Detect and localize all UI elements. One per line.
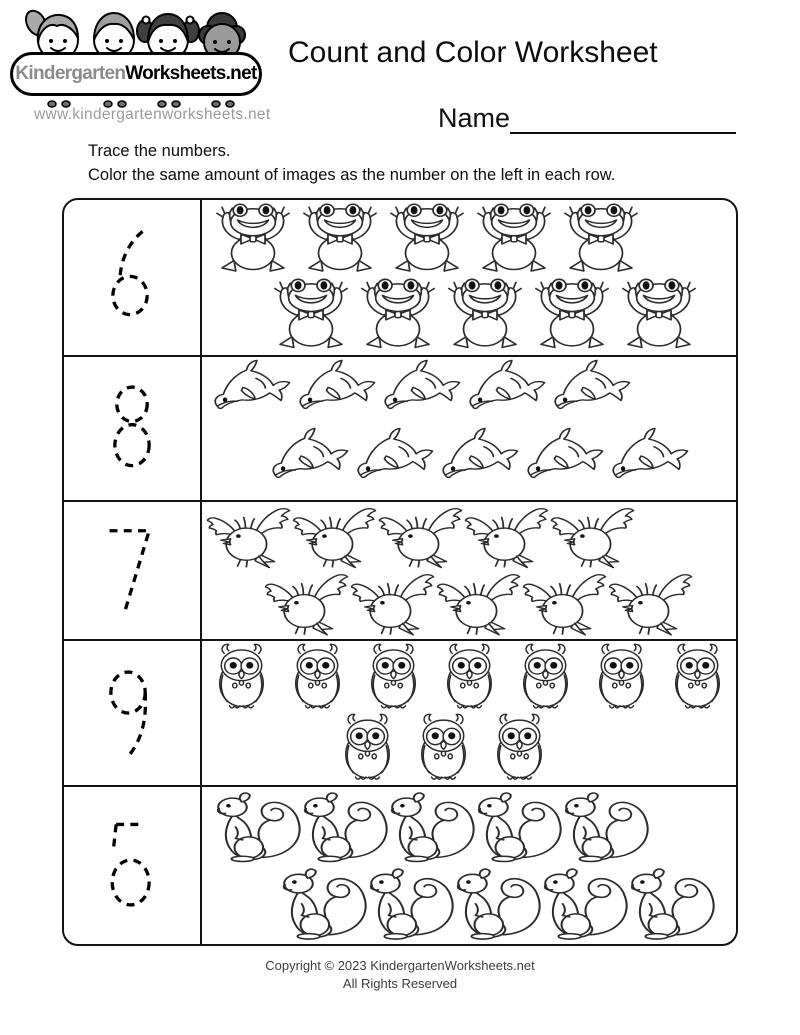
frog-image	[442, 277, 528, 354]
trace-number-cell	[64, 641, 202, 785]
dolphin-image	[292, 359, 378, 428]
animal-images-cell	[202, 502, 736, 640]
instruction-line-2: Color the same amount of images as the number on the left in each row.	[88, 166, 616, 184]
table-row	[64, 357, 736, 502]
bird-image	[291, 504, 379, 571]
footer-copyright: Copyright © 2023 KindergartenWorksheets.net	[265, 958, 535, 973]
owl-image	[584, 643, 659, 713]
animal-line-top	[202, 202, 736, 277]
dolphin-image	[547, 359, 633, 428]
frog-image	[616, 277, 702, 354]
site-url: www.kindergartenworksheets.net	[34, 106, 271, 123]
trace-number-cell	[64, 787, 202, 944]
dolphin-image	[435, 427, 521, 498]
frog-image	[297, 202, 383, 277]
bird-image	[521, 570, 609, 638]
trace-number-cell	[64, 200, 202, 355]
bird-image	[263, 570, 351, 638]
dashed-number-8	[99, 369, 165, 487]
animal-images-cell	[202, 200, 736, 355]
dolphin-image	[265, 427, 351, 498]
trace-number-cell	[64, 357, 202, 500]
trace-number-cell	[64, 502, 202, 640]
dolphin-image	[377, 359, 463, 428]
owl-image	[280, 643, 355, 713]
bird-image	[205, 504, 293, 571]
worksheet-table	[62, 198, 738, 946]
frog-image	[355, 277, 441, 354]
bird-image	[463, 504, 551, 571]
dolphin-image	[207, 359, 293, 428]
owl-image	[432, 643, 507, 713]
animal-line-bottom	[202, 427, 736, 498]
site-logo	[8, 6, 270, 112]
animal-line-top	[202, 359, 736, 428]
owl-image	[482, 713, 557, 784]
frog-image	[384, 202, 470, 277]
owl-image	[330, 713, 405, 784]
bird-image	[435, 570, 523, 638]
animal-line-bottom	[202, 865, 736, 943]
dashed-number-5	[99, 807, 165, 925]
animal-line-top	[202, 504, 736, 571]
animal-images-cell	[202, 641, 736, 785]
dolphin-image	[605, 427, 691, 498]
animal-line-top	[202, 643, 736, 713]
frog-image	[558, 202, 644, 277]
frog-image	[471, 202, 557, 277]
logo-site-name-part1: Kindergarten	[15, 63, 126, 84]
squirrel-image	[556, 789, 658, 865]
name-blank-underline	[510, 100, 736, 134]
instruction-line-1: Trace the numbers.	[88, 142, 231, 160]
animal-line-bottom	[202, 277, 736, 354]
dolphin-image	[462, 359, 548, 428]
bird-image	[549, 504, 637, 571]
table-row	[64, 502, 736, 642]
page-title: Count and Color Worksheet	[288, 36, 658, 69]
frog-image	[210, 202, 296, 277]
animal-images-cell	[202, 787, 736, 944]
table-row	[64, 787, 736, 944]
dashed-number-6	[99, 218, 165, 336]
bird-image	[349, 570, 437, 638]
owl-image	[356, 643, 431, 713]
owl-image	[406, 713, 481, 784]
table-row	[64, 641, 736, 787]
table-row	[64, 200, 736, 357]
dashed-number-9	[99, 654, 165, 772]
dashed-number-7	[99, 512, 165, 630]
owl-image	[660, 643, 735, 713]
footer-rights: All Rights Reserved	[342, 976, 458, 991]
frog-image	[529, 277, 615, 354]
bird-image	[377, 504, 465, 571]
name-line	[438, 100, 736, 134]
dolphin-image	[350, 427, 436, 498]
name-label: Name	[438, 103, 511, 133]
squirrel-image	[622, 865, 724, 943]
animal-line-bottom	[202, 713, 736, 784]
bird-image	[607, 570, 695, 638]
frog-image	[268, 277, 354, 354]
animal-line-bottom	[202, 570, 736, 638]
logo-nameplate	[10, 52, 262, 96]
dolphin-image	[520, 427, 606, 498]
owl-image	[508, 643, 583, 713]
animal-images-cell	[202, 357, 736, 500]
owl-image	[204, 643, 279, 713]
animal-line-top	[202, 789, 736, 865]
logo-site-name-part2: Worksheets.net	[125, 63, 257, 84]
